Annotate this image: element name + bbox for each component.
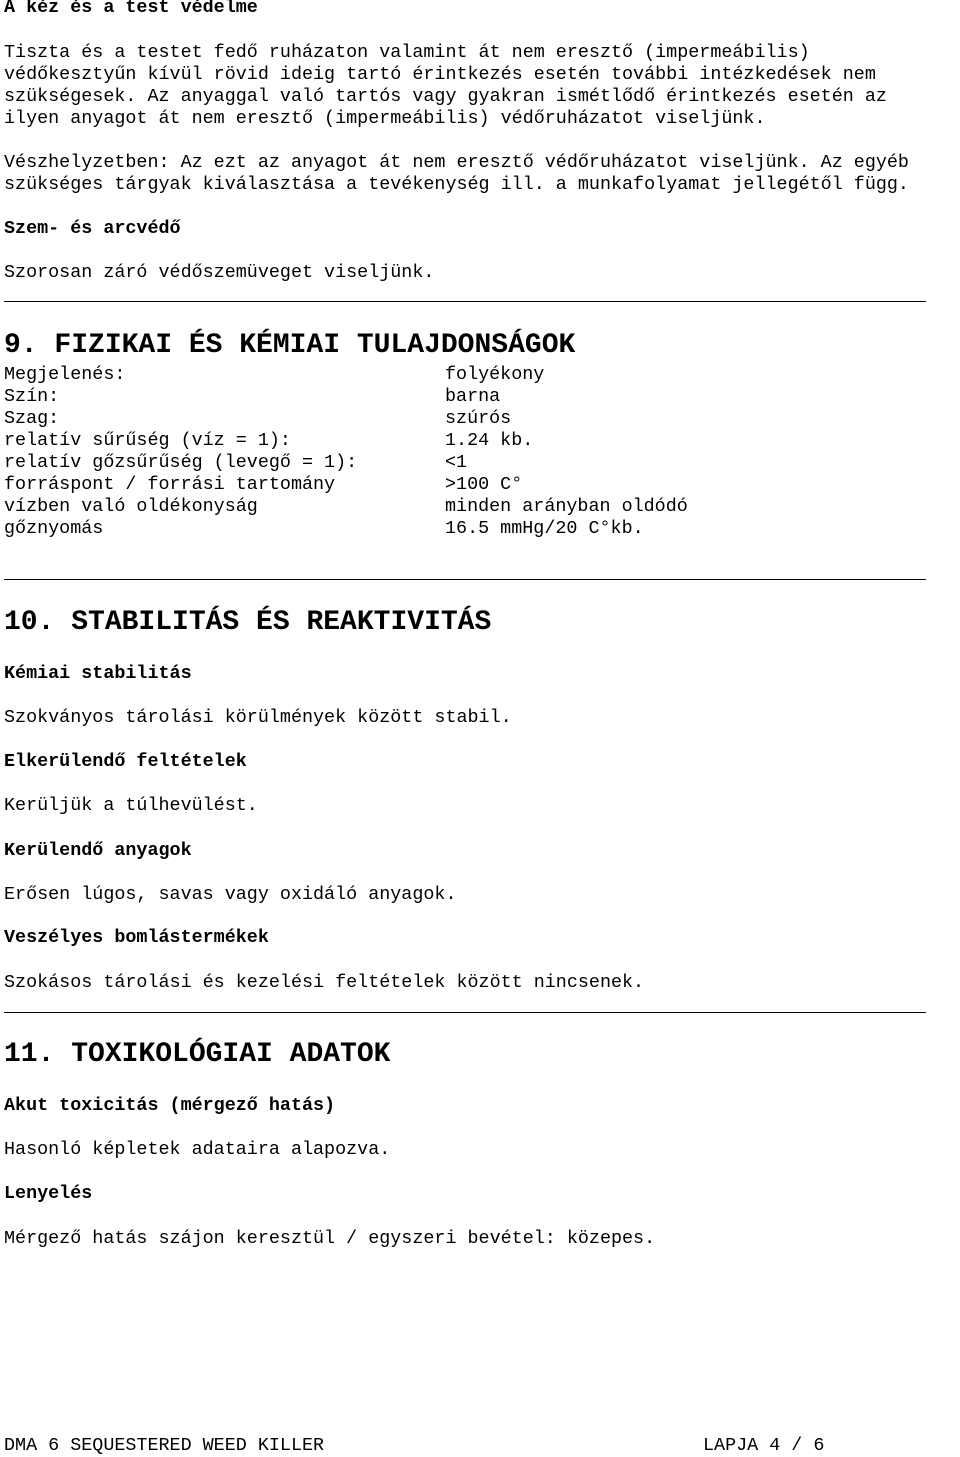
hand-protection-line-1: Tiszta és a testet fedő ruházaton valamint át nem eresztő (impermeábilis) (4, 42, 810, 63)
section-9-heading: 9. FIZIKAI ÉS KÉMIAI TULAJDONSÁGOK (4, 330, 576, 361)
materials-to-avoid-title: Kerülendő anyagok (4, 840, 192, 861)
section-11-heading: 11. TOXIKOLÓGIAI ADATOK (4, 1039, 391, 1070)
property-value-vapor-pressure: 16.5 mmHg/20 C°kb. (445, 518, 644, 539)
property-value-color: barna (445, 386, 501, 407)
chemical-stability-title: Kémiai stabilitás (4, 663, 192, 684)
hand-protection-line-4: ilyen anyagot át nem eresztő (impermeábilis) védőruházatot viseljünk. (4, 108, 766, 129)
acute-toxicity-title: Akut toxicitás (mérgező hatás) (4, 1095, 336, 1116)
section-10-heading: 10. STABILITÁS ÉS REAKTIVITÁS (4, 607, 492, 638)
property-label-vapor-density: relatív gőzsűrűség (levegő = 1): (4, 452, 358, 473)
property-value-boiling-point: >100 C° (445, 474, 523, 495)
acute-toxicity-text: Hasonló képletek adataira alapozva. (4, 1139, 391, 1160)
property-label-appearance: Megjelenés: (4, 364, 126, 385)
decomposition-products-text: Szokásos tárolási és kezelési feltételek között nincsenek. (4, 972, 645, 993)
property-label-color: Szín: (4, 386, 60, 407)
emergency-line-1: Vészhelyzetben: Az ezt az anyagot át nem eresztő védőruházatot viseljünk. Az egyéb (4, 152, 909, 173)
materials-to-avoid-text: Erősen lúgos, savas vagy oxidáló anyagok. (4, 884, 457, 905)
property-label-odor: Szag: (4, 408, 60, 429)
property-label-density: relatív sűrűség (víz = 1): (4, 430, 291, 451)
property-value-density: 1.24 kb. (445, 430, 534, 451)
property-label-vapor-pressure: gőznyomás (4, 518, 104, 539)
property-value-vapor-density: <1 (445, 452, 468, 473)
section-divider (4, 301, 926, 302)
property-label-solubility: vízben való oldékonyság (4, 496, 258, 517)
ingestion-text: Mérgező hatás szájon keresztül / egyszeri bevétel: közepes. (4, 1228, 656, 1249)
hand-protection-line-3: szükségesek. Az anyaggal való tartós vagy gyakran ismétlődő érintkezés esetén az (4, 86, 887, 107)
property-value-solubility: minden arányban oldódó (445, 496, 688, 517)
eye-protection-title: Szem- és arcvédő (4, 218, 181, 239)
emergency-line-2: szükséges tárgyak kiválasztása a tevékenység ill. a munkafolyamat jellegétől függ. (4, 174, 909, 195)
property-value-odor: szúrós (445, 408, 512, 429)
decomposition-products-title: Veszélyes bomlástermékek (4, 927, 269, 948)
footer-page-number: LAPJA 4 / 6 (703, 1435, 825, 1456)
eye-protection-text: Szorosan záró védőszemüveget viseljünk. (4, 262, 435, 283)
chemical-stability-text: Szokványos tárolási körülmények között stabil. (4, 707, 512, 728)
hand-protection-line-2: védőkesztyűn kívül rövid ideig tartó érintkezés esetén további intézkedések nem (4, 64, 876, 85)
footer-product-name: DMA 6 SEQUESTERED WEED KILLER (4, 1435, 325, 1456)
property-label-boiling-point: forráspont / forrási tartomány (4, 474, 336, 495)
section-divider (4, 1012, 926, 1013)
conditions-to-avoid-title: Elkerülendő feltételek (4, 751, 247, 772)
ingestion-title: Lenyelés (4, 1183, 93, 1204)
hand-body-protection-title: A kéz és a test védelme (4, 0, 258, 18)
section-divider (4, 579, 926, 580)
property-value-appearance: folyékony (445, 364, 545, 385)
conditions-to-avoid-text: Kerüljük a túlhevülést. (4, 795, 258, 816)
